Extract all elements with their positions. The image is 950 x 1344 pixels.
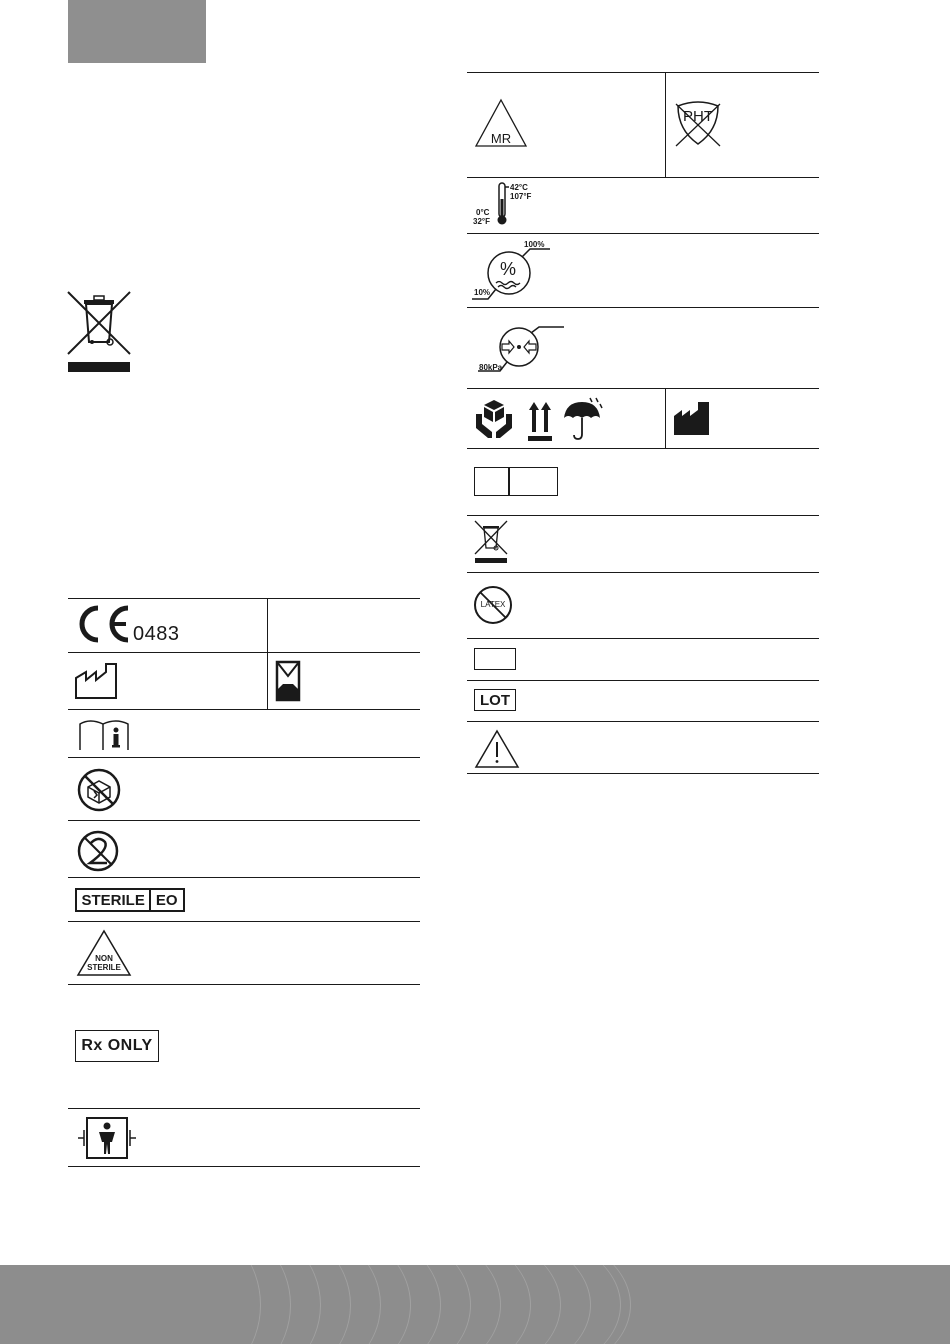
latex-label: LATEX <box>480 600 506 609</box>
rule <box>68 709 420 710</box>
ce-mark-icon <box>74 604 134 644</box>
use-by-date-icon <box>275 660 301 702</box>
temperature-limit-icon <box>495 181 509 227</box>
humidity-max: 100% <box>524 240 545 249</box>
caution-icon <box>474 729 520 769</box>
humidity-symbol: % <box>500 259 517 279</box>
rule <box>68 921 420 922</box>
non-sterile-line1: NON <box>95 954 113 963</box>
rule <box>68 757 420 758</box>
section-tab <box>68 0 206 63</box>
date-of-manufacture-icon <box>74 660 120 700</box>
rule <box>467 680 819 681</box>
ce-mark-number: 0483 <box>133 623 180 645</box>
temp-min-f: 32°F <box>473 217 490 226</box>
eo-text: EO <box>155 891 178 909</box>
column-divider <box>665 72 666 177</box>
rule <box>467 721 819 722</box>
manufacturer-icon <box>673 400 711 436</box>
rule <box>68 877 420 878</box>
non-sterile-line2: STERILE <box>87 963 121 972</box>
rule <box>467 233 819 234</box>
rule <box>467 177 819 178</box>
temp-min-c: 0°C <box>476 208 490 217</box>
weee-bin-small-icon <box>474 520 508 564</box>
do-not-use-if-damaged-icon <box>76 767 122 813</box>
rule <box>68 1108 420 1109</box>
pressure-min: 80kPa <box>479 363 503 372</box>
mr-label: MR <box>490 131 512 146</box>
temp-max-c: 42°C <box>510 183 528 192</box>
humidity-min: 10% <box>474 288 491 297</box>
footer-pattern <box>380 1265 631 1344</box>
reference-number-box <box>474 467 558 496</box>
rule <box>467 448 819 449</box>
rule <box>467 773 819 774</box>
sterile-eo-label <box>75 888 185 912</box>
reference-box-divider <box>508 468 510 495</box>
column-divider <box>665 388 666 448</box>
pht-label: PHT <box>683 108 713 125</box>
rule <box>68 598 420 599</box>
lot-label: LOT <box>474 689 516 711</box>
type-bf-applied-part-icon <box>76 1115 138 1161</box>
consult-instructions-icon <box>76 718 132 752</box>
rule <box>68 820 420 821</box>
rule <box>467 515 819 516</box>
rx-only-label: Rx ONLY <box>75 1030 159 1062</box>
rule <box>467 572 819 573</box>
rule <box>467 307 819 308</box>
catalogue-number-box <box>474 648 516 670</box>
do-not-reuse-icon <box>76 829 120 873</box>
temp-max-f: 107°F <box>510 192 532 201</box>
rule <box>467 388 819 389</box>
weee-bin-large-icon <box>66 290 132 374</box>
rule <box>68 652 420 653</box>
footer-band <box>0 1265 950 1344</box>
rule <box>467 638 819 639</box>
keep-dry-icon <box>562 396 604 442</box>
rule <box>68 984 420 985</box>
rule <box>68 1166 420 1167</box>
rule <box>467 72 819 73</box>
this-way-up-icon <box>527 400 553 442</box>
column-divider <box>267 598 268 709</box>
sterile-text: STERILE <box>81 891 145 909</box>
fragile-handle-with-care-icon <box>474 398 514 442</box>
